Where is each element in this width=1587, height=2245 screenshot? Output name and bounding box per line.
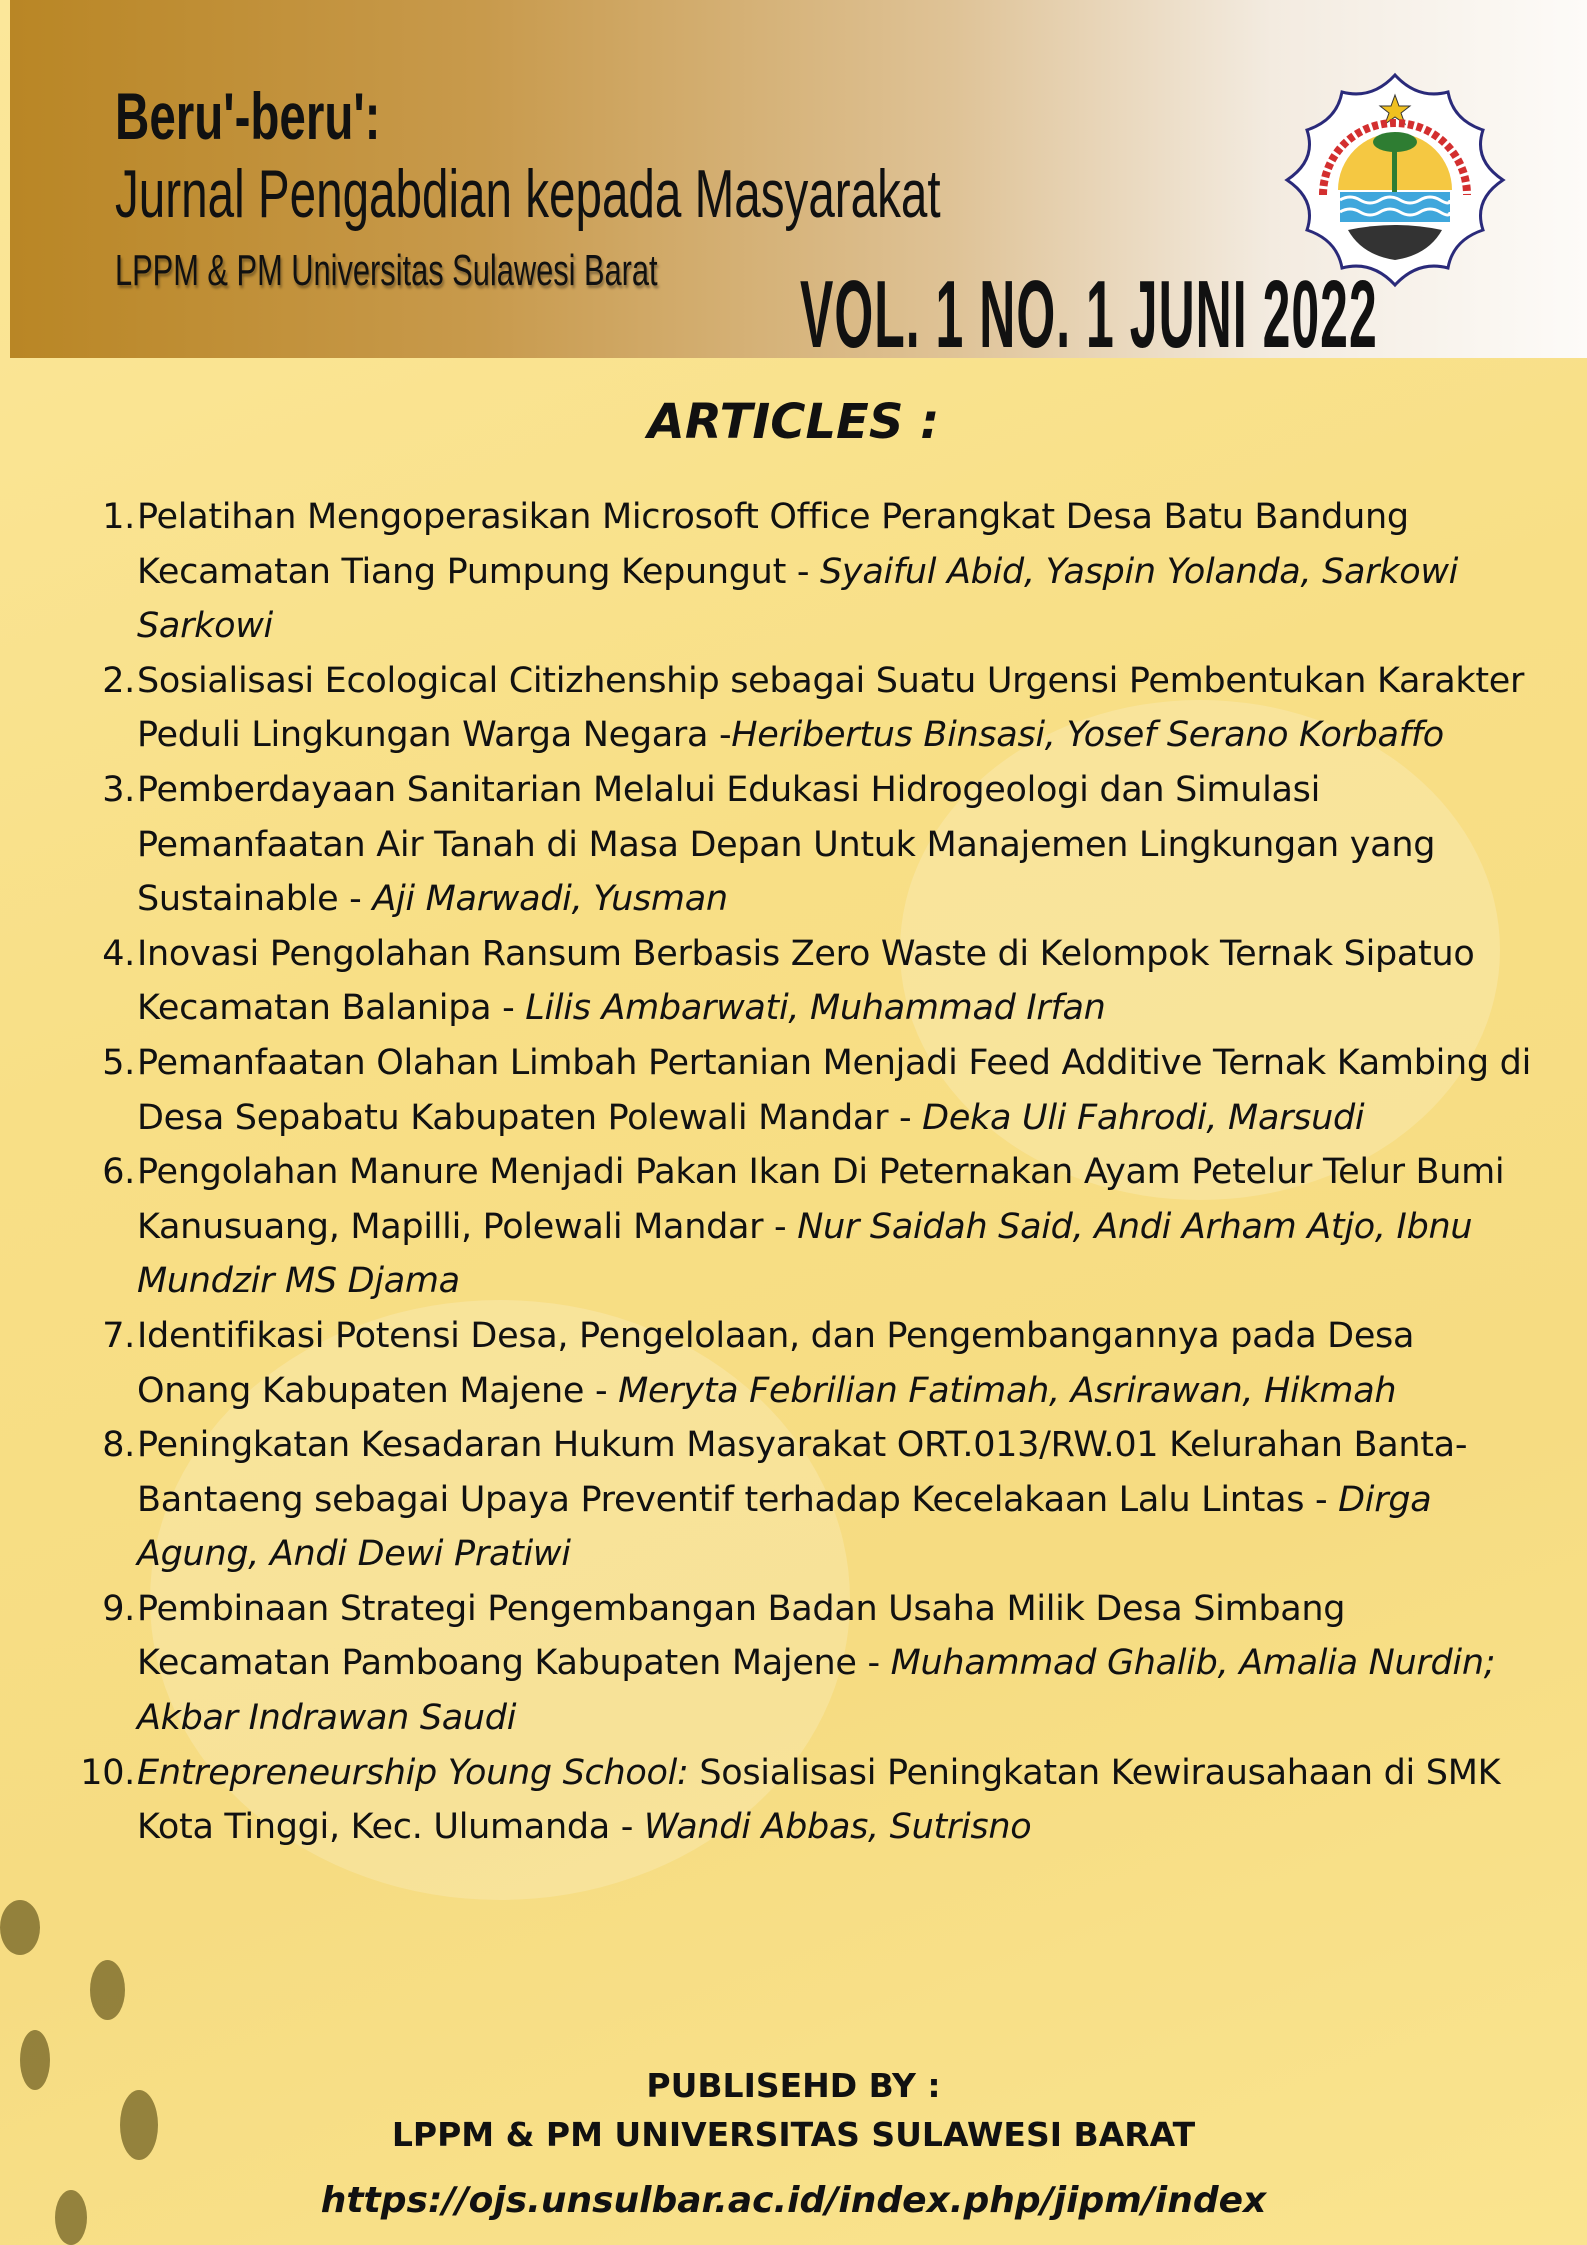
article-authors: Wandi Abbas, Sutrisno bbox=[643, 1807, 1032, 1848]
article-title: Pengolahan Manure Menjadi Pakan Ikan Di Peternakan Ayam Petelur Telur Bumi Kanusuang, Mapilli, Polewali Mandar bbox=[137, 1152, 1505, 1247]
article-authors: Nur Saidah Said, Andi Arham Atjo, Ibnu Mundzir MS Djama bbox=[137, 1206, 1473, 1302]
article-item bbox=[102, 490, 1532, 654]
article-number: 3. bbox=[102, 769, 135, 810]
article-item bbox=[102, 1145, 1532, 1309]
publisher-name: LPPM & PM UNIVERSITAS SULAWESI BARAT bbox=[391, 2115, 1196, 2154]
article-separator: - bbox=[888, 1097, 923, 1138]
journal-url[interactable]: https://ojs.unsulbar.ac.id/index.php/jipm/index bbox=[320, 2180, 1267, 2221]
article-separator: - bbox=[856, 1643, 891, 1684]
article-item bbox=[80, 1746, 1532, 1855]
university-logo bbox=[1278, 70, 1513, 290]
article-number: 6. bbox=[102, 1152, 135, 1193]
article-separator: - bbox=[786, 551, 820, 592]
article-title: Peningkatan Kesadaran Hukum Masyarakat ORT.013/RW.01 Kelurahan Banta-Bantaeng sebagai Upaya Preventif terhadap Kecelakaan Lalu Lintas bbox=[137, 1425, 1468, 1520]
article-number: 5. bbox=[102, 1042, 135, 1083]
volume-issue: VOL. 1 NO. 1 JUNI 2022 bbox=[800, 261, 1378, 368]
article-authors: Deka Uli Fahrodi, Marsudi bbox=[922, 1097, 1365, 1138]
article-prefix: Entrepreneurship Young School: bbox=[137, 1752, 700, 1793]
article-title: Pembinaan Strategi Pengembangan Badan Usaha Milik Desa Simbang Kecamatan Pamboang Kabupaten Majene bbox=[137, 1588, 1346, 1684]
article-list bbox=[80, 490, 1532, 1855]
article-separator: - bbox=[338, 879, 373, 920]
article-authors: Heribertus Binsasi, Yosef Serano Korbaffo bbox=[731, 715, 1444, 756]
article-authors: Aji Marwadi, Yusman bbox=[372, 879, 728, 920]
background-decoration bbox=[0, 1900, 40, 1955]
article-number: 9. bbox=[102, 1588, 135, 1629]
article-title: Pemanfaatan Olahan Limbah Pertanian Menjadi Feed Additive Ternak Kambing di Desa Sepabatu Kabupaten Polewali Mandar bbox=[137, 1042, 1532, 1138]
article-title: Sosialisasi Ecological Citizhenship sebagai Suatu Urgensi Pembentukan Karakter Peduli Lingkungan Warga Negara bbox=[137, 660, 1525, 756]
article-separator: - bbox=[609, 1807, 644, 1848]
article-authors: Syaiful Abid, Yaspin Yolanda, Sarkowi Sarkowi bbox=[137, 551, 1459, 647]
article-number: 7. bbox=[102, 1315, 135, 1356]
article-title: Identifikasi Potensi Desa, Pengelolaan, dan Pengembangannya pada Desa Onang Kabupaten Majene bbox=[137, 1315, 1415, 1411]
article-item bbox=[102, 763, 1532, 927]
article-item bbox=[102, 1309, 1532, 1418]
article-separator: - bbox=[763, 1206, 798, 1247]
article-authors: Lilis Ambarwati, Muhammad Irfan bbox=[525, 988, 1106, 1029]
article-title: Pelatihan Mengoperasikan Microsoft Office Perangkat Desa Batu Bandung Kecamatan Tiang Pumpung Kepungut bbox=[137, 497, 1409, 592]
article-item bbox=[102, 1036, 1532, 1145]
article-number: 8. bbox=[102, 1425, 135, 1466]
publisher-line: LPPM & PM Universitas Sulawesi Barat bbox=[115, 246, 658, 295]
article-title: Pemberdayaan Sanitarian Melalui Edukasi Hidrogeologi dan Simulasi Pemanfaatan Air Tanah di Masa Depan Untuk Manajemen Lingkungan yang Sustainable bbox=[137, 769, 1436, 920]
article-authors: Meryta Febrilian Fatimah, Asrirawan, Hikmah bbox=[618, 1370, 1397, 1411]
article-title: Inovasi Pengolahan Ransum Berbasis Zero Waste di Kelompok Ternak Sipatuo Kecamatan Balanipa bbox=[137, 933, 1475, 1029]
article-separator: - bbox=[708, 715, 732, 756]
article-separator: - bbox=[584, 1370, 619, 1411]
published-by-label: PUBLISEHD BY : bbox=[646, 2066, 941, 2105]
article-number: 10. bbox=[80, 1752, 135, 1793]
journal-header bbox=[10, 0, 1587, 368]
article-title: Sosialisasi Peningkatan Kewirausahaan di SMK Kota Tinggi, Kec. Ulumanda bbox=[137, 1752, 1501, 1848]
article-item bbox=[102, 927, 1532, 1036]
background-decoration bbox=[90, 1960, 125, 2020]
article-separator: - bbox=[1304, 1479, 1339, 1520]
article-item bbox=[102, 1418, 1532, 1582]
article-item bbox=[102, 654, 1532, 763]
article-number: 1. bbox=[102, 497, 135, 537]
articles-heading: ARTICLES : bbox=[647, 394, 940, 450]
article-item bbox=[102, 1582, 1532, 1746]
journal-name: Beru'-beru': bbox=[115, 79, 381, 153]
article-number: 2. bbox=[102, 660, 135, 701]
article-authors: Dirga Agung, Andi Dewi Pratiwi bbox=[137, 1479, 1432, 1575]
article-separator: - bbox=[491, 988, 526, 1029]
article-number: 4. bbox=[102, 933, 135, 974]
article-authors: Muhammad Ghalib, Amalia Nurdin; Akbar Indrawan Saudi bbox=[137, 1643, 1496, 1739]
journal-subtitle: Jurnal Pengabdian kepada Masyarakat bbox=[115, 156, 941, 232]
